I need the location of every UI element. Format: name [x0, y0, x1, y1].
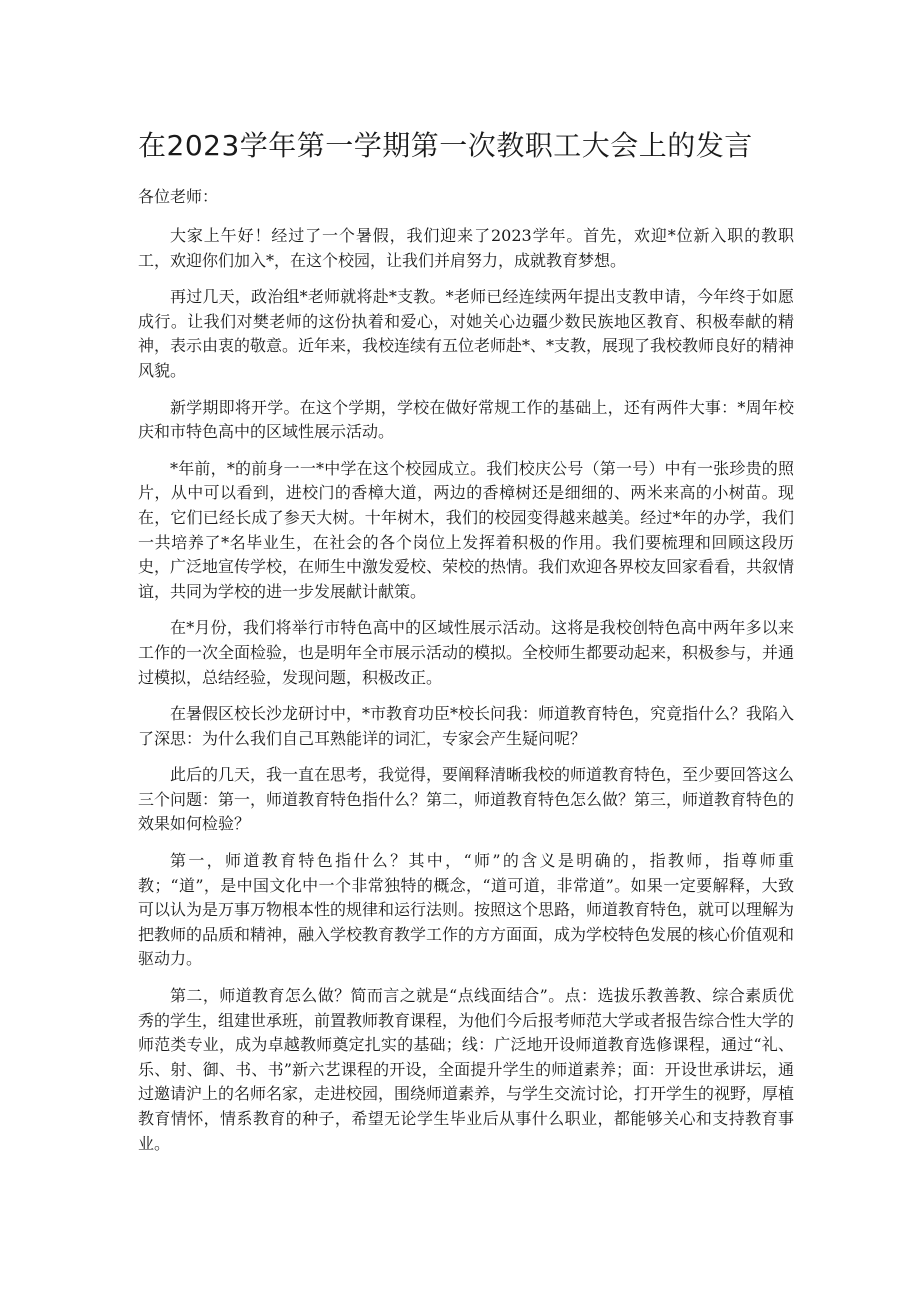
paragraph: *年前，*的前身一一*中学在这个校园成立。我们校庆公号（第一号）中有一张珍贵的照片，从中可以看到，进校门的香樟大道，两边的香樟树还是细细的、两米来高的小树苗。现在，它们已经长成了参天大树。十年树木，我们的校园变得越来越美。经过*年的办学，我们一共培养了*名毕业生，在社会的各个岗位上发挥着积极的作用。我们要梳理和回顾这段历史，广泛地宣传学校，在师生中激发爱校、荣校的热情。我们欢迎各界校友回家看看，共叙情谊，共同为学校的进一步发展献计献策。 [138, 458, 795, 601]
document-page [138, 126, 794, 1168]
paragraph: 第一，师道教育特色指什么？其中，“师”的含义是明确的，指教师，指尊师重教；“道”，是中国文化中一个非常独特的概念，“道可道，非常道”。如果一定要解释，大致可以认为是万事万物根本性的规律和运行法则。按照这个思路，师道教育特色，就可以理解为把教师的品质和精神，融入学校教育教学工作的方方面面，成为学校特色发展的核心价值观和驱动力。 [138, 851, 795, 969]
paragraph: 此后的几天，我一直在思考，我觉得，要阐释清晰我校的师道教育特色，至少要回答这么三个问题：第一，师道教育特色指什么？第二，师道教育特色怎么做？第三，师道教育特色的效果如何检验？ [138, 765, 795, 834]
paragraph: 再过几天，政治组*老师就将赴*支教。*老师已经连续两年提出支教申请，今年终于如愿成行。让我们对樊老师的这份执着和爱心，对她关心边疆少数民族地区教育、积极奉献的精神，表示由衷的敬意。近年来，我校连续有五位老师赴*、*支教，展现了我校教师良好的精神风貌。 [138, 287, 795, 380]
paragraph: 在*月份，我们将举行市特色高中的区域性展示活动。这将是我校创特色高中两年多以来工作的一次全面检验，也是明年全市展示活动的模拟。全校师生都要动起来，积极参与，并通过模拟，总结经验，发现问题，积极改正。 [138, 618, 795, 687]
document-title: 在2023学年第一学期第一次教职工大会上的发言 [138, 129, 753, 162]
greeting: 各位老师： [138, 187, 219, 206]
paragraph: 大家上午好！经过了一个暑假，我们迎来了2023学年。首先，欢迎*位新入职的教职工，欢迎你们加入*，在这个校园，让我们并肩努力，成就教育梦想。 [138, 226, 794, 270]
paragraph: 新学期即将开学。在这个学期，学校在做好常规工作的基础上，还有两件大事：*周年校庆和市特色高中的区域性展示活动。 [138, 397, 794, 442]
paragraph: 第二，师道教育怎么做？简而言之就是“点线面结合”。点：选拔乐教善教、综合素质优秀的学生，组建世承班，前置教师教育课程，为他们今后报考师范大学或者报告综合性大学的师范类专业，成为卓越教师奠定扎实的基础；线：广泛地开设师道教育选修课程，通过“礼、乐、射、御、书、书”新六艺课程的开设，全面提升学生的师道素养；面：开设世承讲坛，通过邀请沪上的名师名家，走进校园，围绕师道素养，与学生交流讨论，打开学生的视野，厚植教育情怀，情系教育的种子，希望无论学生毕业后从事什么职业，都能够关心和支持教育事业。 [138, 986, 795, 1153]
paragraph: 在暑假区校长沙龙研讨中，*市教育功臣*校长问我：师道教育特色，究竟指什么？我陷入了深思：为什么我们自己耳熟能详的词汇，专家会产生疑问呢？ [138, 704, 795, 748]
